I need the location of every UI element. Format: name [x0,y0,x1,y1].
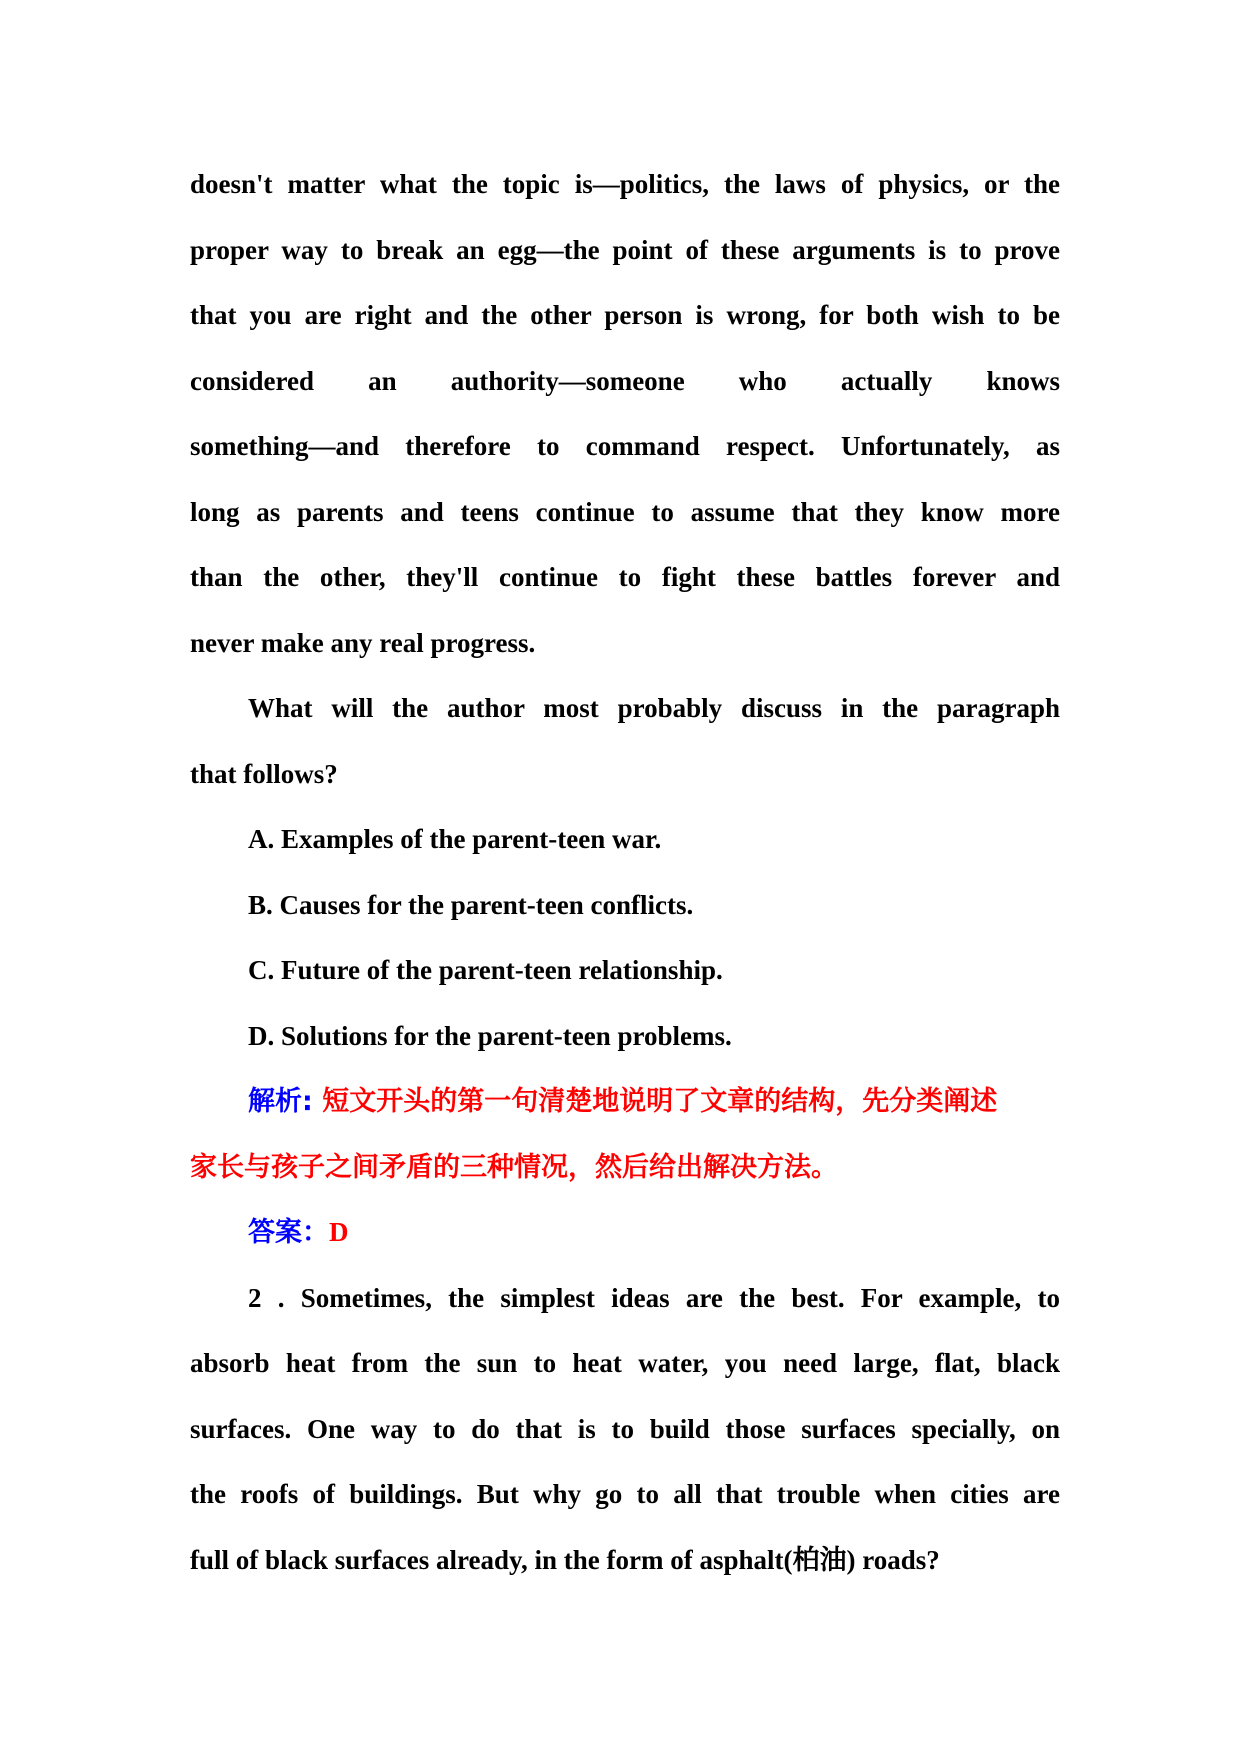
analysis-text: 短文开头的第一句清楚地说明了文章的结构，先分类阐述 [322,1086,998,1117]
passage-line: never make any real progress. [190,627,536,658]
next-passage-line: absorb heat from the sun to heat water, you need large, flat, black [190,1348,1060,1378]
passage-line: that you are right and the other person is wrong, for both wish to be [190,300,1060,330]
answer-value: D [329,1217,349,1247]
passage-line: than the other, they'll continue to fight these battles forever and [190,562,1060,592]
next-passage-paragraph [190,1266,1060,1594]
option-a: A. Examples of the parent‑teen war. [248,824,662,854]
question-stem: What will the author most probably discuss in the paragraph [248,693,1060,723]
document-page [190,152,1060,1593]
analysis-line [190,1069,1060,1135]
question-block [190,676,1060,1069]
analysis-line: 家长与孩子之间矛盾的三种情况，然后给出解决方法。 [190,1151,838,1183]
passage-line: proper way to break an egg—the point of these arguments is to prove [190,234,1060,265]
question-stem: that follows? [190,758,338,789]
option-c: C. Future of the parent‑teen relationship. [248,955,723,985]
passage-line: long as parents and teens continue to assume that they know more [190,496,1060,527]
option-d: D. Solutions for the parent‑teen problems. [248,1020,732,1051]
analysis-block [190,1069,1060,1200]
answer-label: 答案： [248,1217,329,1248]
answer-line [190,1200,1060,1266]
next-passage-line: surfaces. One way to do that is to build those surfaces specially, on [190,1413,1060,1444]
passage-line: doesn't matter what the topic is—politics, the laws of physics, or the [190,169,1060,199]
next-passage-line: the roofs of buildings. But why go to all that trouble when cities are [190,1479,1060,1509]
next-passage-line: 2 . Sometimes, the simplest ideas are the best. For example, to [248,1282,1060,1313]
passage-line: considered an authority—someone who actually knows [190,365,1060,396]
analysis-label: 解析: [248,1086,313,1117]
passage-line: something—and therefore to command respect. Unfortunately, as [190,431,1060,461]
option-b: B. Causes for the parent-teen conflicts. [248,889,694,920]
next-passage-line: full of black surfaces already, in the form of asphalt(柏油) roads? [190,1544,940,1575]
passage-paragraph [190,152,1060,676]
